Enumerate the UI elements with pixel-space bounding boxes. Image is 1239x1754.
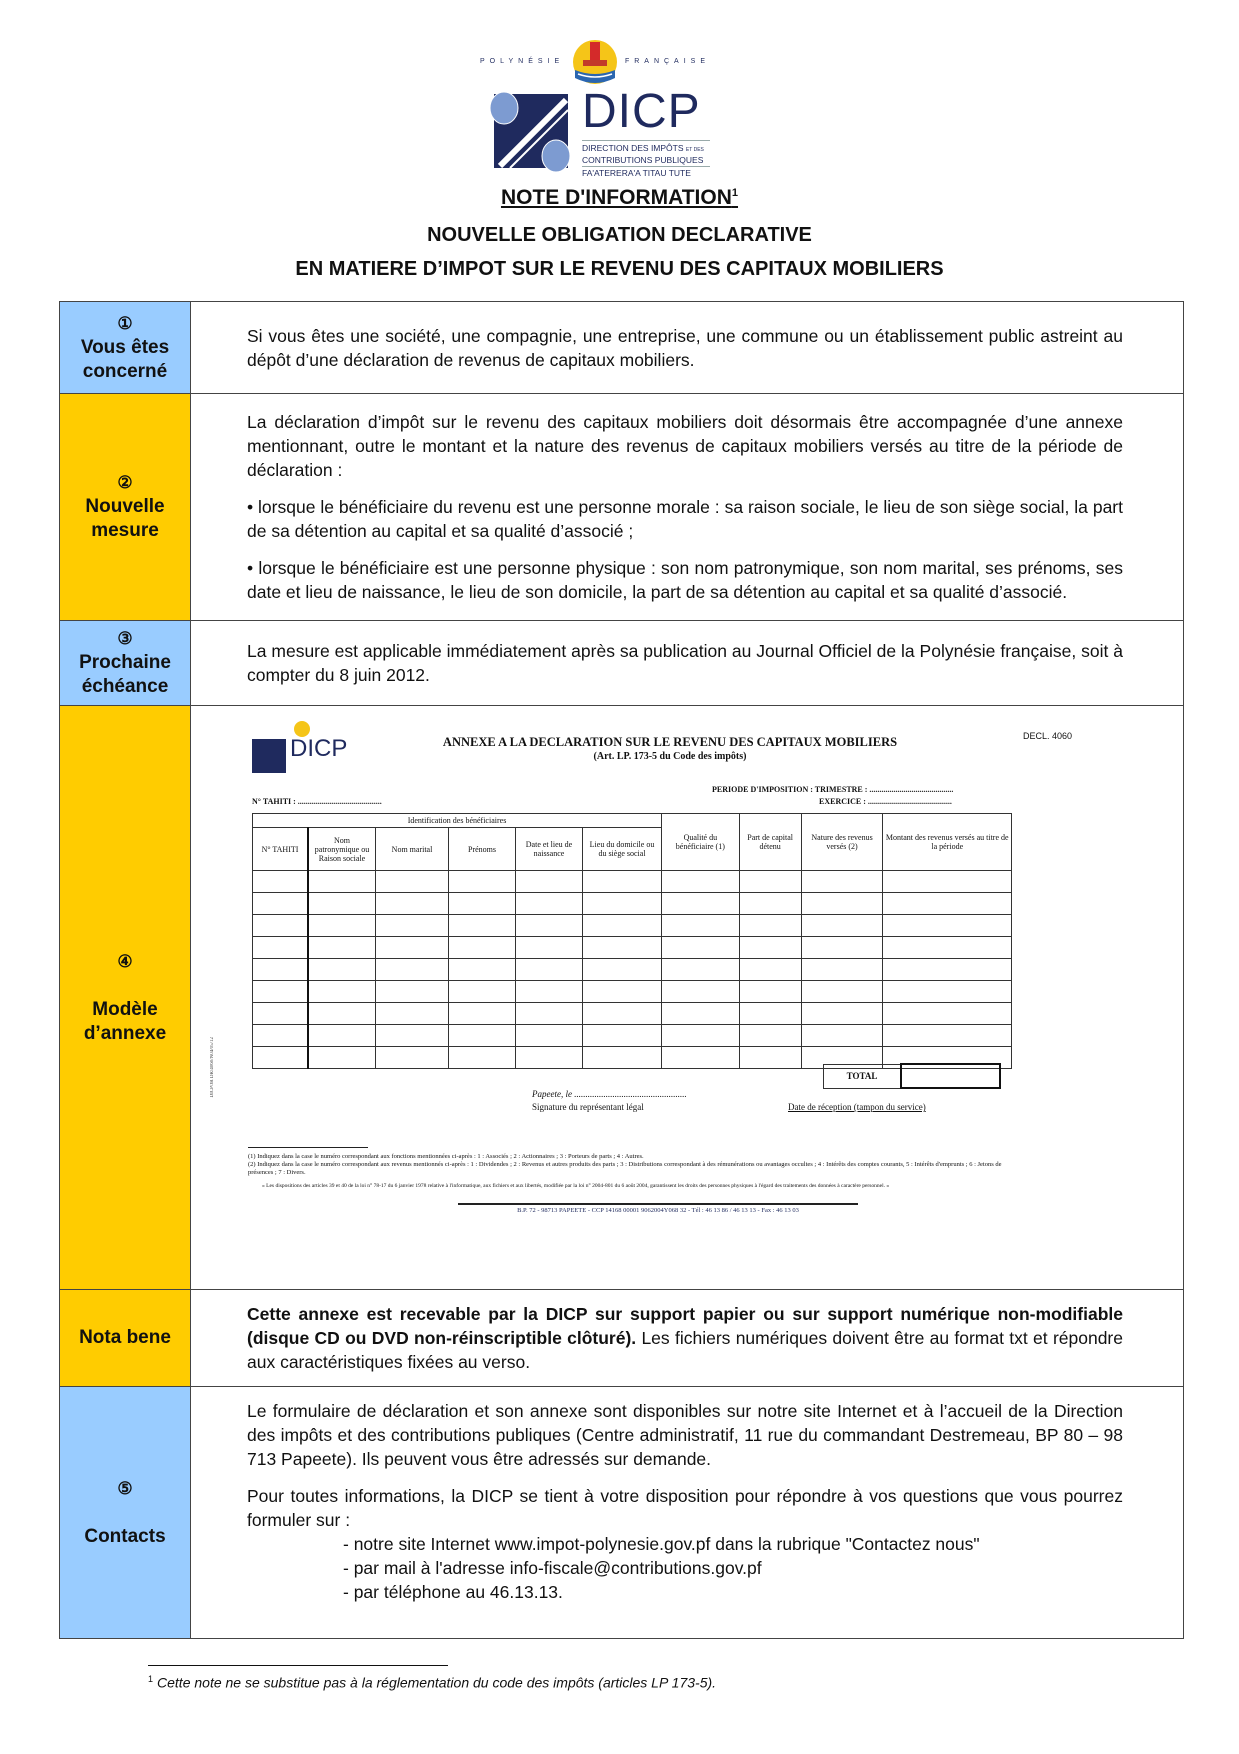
annex-cell [583, 937, 662, 959]
label-line: mesure [91, 520, 159, 541]
paragraph: Si vous êtes une société, une compagnie, une entreprise, une commune ou un établissement public astreint au dépôt d’une déclaration de revenus de capitaux mobiliers. [247, 325, 1123, 370]
annex-footnote-rule [248, 1147, 368, 1148]
annex-cell [253, 871, 309, 893]
annex-col-header: Lieu du domicile ou du siège social [583, 828, 662, 871]
circled-number-2: ② [117, 473, 133, 492]
section-label [60, 302, 191, 394]
annex-cell [662, 981, 740, 1003]
annex-periode-field: PERIODE D'IMPOSITION : TRIMESTRE : .......................................... [712, 785, 954, 794]
annex-footnote: (1) Indiquez dans la case le numéro correspondant aux fonctions mentionnées ci-après : 1 : Associés ; 2 : Actionnaires ; 3 : Porteurs de parts ; 4 : Autres. [248, 1153, 644, 1160]
annex-cell [253, 981, 309, 1003]
annex-cell [376, 959, 449, 981]
dicp-mark-icon [490, 90, 572, 172]
annex-cell [583, 915, 662, 937]
annex-cell [253, 937, 309, 959]
annex-cell [516, 1003, 583, 1025]
region-right: FRANÇAISE [624, 58, 710, 65]
annex-cell [662, 1003, 740, 1025]
annex-address: B.P. 72 - 98713 PAPEETE - CCP 14168 00001 9062004Y068 32 - Tél : 46 13 86 / 46 13 13 - Fax : 46 13 03 [517, 1207, 799, 1214]
annex-cell [253, 1025, 309, 1047]
dicp-sub-small: ET DES [685, 147, 704, 153]
annex-empty-row [253, 871, 1012, 893]
annex-cell [583, 893, 662, 915]
annex-empty-row [253, 1025, 1012, 1047]
annex-cell [883, 893, 1012, 915]
paragraph: Le formulaire de déclaration et son annexe sont disponibles sur notre site Internet et à l’accueil de la Direction des impôts et des contributions publiques (Centre administratif, 11 rue du commandant Destremeau, BP 80 – 98 713 Papeete). Ils peuvent vous être adressés sur demande. [247, 1401, 1123, 1469]
annex-preview [191, 706, 1184, 1290]
annex-cell [883, 1003, 1012, 1025]
annex-cell [739, 871, 801, 893]
annex-cell [583, 1047, 662, 1069]
annex-cell [253, 915, 309, 937]
contact-email[interactable]: - par mail à l'adresse info-fiscale@contributions.gov.pf [343, 1558, 762, 1578]
section-content [191, 1387, 1184, 1639]
dicp-logo [480, 30, 710, 178]
annex-cell [662, 915, 740, 937]
annex-cell [449, 871, 516, 893]
section-content [191, 394, 1184, 621]
annex-cell [253, 1047, 309, 1069]
label-line: Vous êtes [80, 336, 170, 358]
subtitle-line1: NOUVELLE OBLIGATION DECLARATIVE [427, 224, 812, 246]
annex-total [823, 1063, 1001, 1089]
annex-tahiti-field: N° TAHITI : .......................................... [252, 797, 382, 806]
region-left: POLYNÉSIE [480, 58, 565, 65]
annex-cell [739, 959, 801, 981]
annex-cell [253, 893, 309, 915]
annex-cell [883, 871, 1012, 893]
paragraph: Pour toutes informations, la DICP se tient à votre disposition pour répondre à vos questions que vous pourrez formuler sur : [247, 1486, 1123, 1530]
contact-list [247, 1532, 1123, 1604]
annex-cell [376, 915, 449, 937]
annex-cell [801, 915, 883, 937]
footnote-ref: 1 [731, 187, 739, 199]
annex-cell [308, 1025, 376, 1047]
annex-cell [801, 981, 883, 1003]
footnote-number: 1 [148, 1674, 154, 1684]
section-nota-bene [60, 1290, 1184, 1387]
annex-cell [376, 893, 449, 915]
annex-col-header: Qualité du bénéficiaire (1) [662, 814, 740, 871]
annex-cell [308, 981, 376, 1003]
section-label [60, 394, 191, 621]
annex-cell [801, 1025, 883, 1047]
dicp-sub-line2: CONTRIBUTIONS PUBLIQUES [582, 155, 704, 165]
annex-cell [376, 1003, 449, 1025]
dicp-tagline: FA'ATERERA'A TITAU TUTE [582, 166, 710, 178]
section-nouvelle-mesure [60, 394, 1184, 621]
section-content [191, 621, 1184, 706]
annex-cell [739, 1003, 801, 1025]
label-line: Prochaine [79, 652, 171, 673]
annex-cell [376, 937, 449, 959]
annex-col-header: Nature des revenus versés (2) [801, 814, 883, 871]
page-title [0, 186, 1239, 210]
bold-text: Cette annexe est recevable par la DICP sur support papier ou sur support numérique non-modifiable (disque CD ou DVD non-réinscriptible clôturé). [247, 1304, 1123, 1348]
annex-cell [583, 1025, 662, 1047]
annex-cell [739, 937, 801, 959]
annex-cell [516, 959, 583, 981]
annex-cell [253, 959, 309, 981]
annex-col-header: Part de capital détenu [739, 814, 801, 871]
annex-cell [516, 937, 583, 959]
annex-cell [883, 1025, 1012, 1047]
annex-cell [376, 871, 449, 893]
annex-subtitle: (Art. LP. 173-5 du Code des impôts) [593, 751, 747, 762]
bullet-paragraph: • lorsque le bénéficiaire du revenu est une personne morale : sa raison sociale, le lieu de son siège social, la part de sa détention au capital et sa qualité d’associé ; [247, 497, 1123, 541]
annex-total-value [901, 1064, 1000, 1088]
label-line: Nouvelle [85, 496, 165, 517]
label-line: concerné [82, 360, 168, 382]
normal-text: Les fichiers numériques doivent être au format txt et répondre aux caractéristiques fixées au verso. [247, 1328, 1123, 1372]
annex-place-date: Papeete, le .................................................. [532, 1089, 687, 1099]
annex-cell [883, 959, 1012, 981]
annex-cell [739, 893, 801, 915]
annex-group-header: Identification des bénéficiaires [253, 814, 662, 828]
annex-cell [883, 981, 1012, 1003]
annex-cell [662, 1047, 740, 1069]
info-table [59, 301, 1184, 1639]
annex-title: ANNEXE A LA DECLARATION SUR LE REVENU DES CAPITAUX MOBILIERS [442, 735, 898, 749]
label-line: échéance [81, 676, 169, 697]
annex-cell [583, 981, 662, 1003]
dicp-subtitle [582, 140, 710, 165]
annex-col-header: Date et lieu de naissance [516, 828, 583, 871]
footnote-text: Cette note ne se substitue pas à la réglementation du code des impôts (articles LP 173-5). [157, 1674, 717, 1691]
annex-cell [662, 959, 740, 981]
annex-cell [739, 915, 801, 937]
annex-cell [883, 937, 1012, 959]
annex-cell [376, 981, 449, 1003]
annex-form-code: DECL. 4060 [1022, 731, 1072, 741]
section-content [191, 302, 1184, 394]
annex-cell [662, 937, 740, 959]
annex-image [192, 707, 1182, 1287]
annex-header-row [253, 814, 1012, 828]
contact-phone: - par téléphone au 46.13.13. [343, 1582, 563, 1602]
paragraph: La mesure est applicable immédiatement après sa publication au Journal Officiel de la Polynésie française, soit à compter du 8 juin 2012. [247, 641, 1123, 685]
section-label [60, 1387, 191, 1639]
circled-number-4: ④ [117, 951, 133, 971]
section-modele-annexe [60, 706, 1184, 1290]
annex-cell [308, 937, 376, 959]
annex-cell [308, 959, 376, 981]
annex-cell [308, 1003, 376, 1025]
annex-col-header: N° TAHITI [253, 828, 309, 871]
annex-cell [516, 1025, 583, 1047]
annex-cell [376, 1047, 449, 1069]
annex-empty-row [253, 893, 1012, 915]
annex-cell [449, 937, 516, 959]
annex-footnote: (2) Indiquez dans la case le numéro correspondant aux revenus mentionnés ci-après : 1 : Dividendes ; 2 : Revenus et autres produits des parts ; 3 : Distributions correspondant à des rémunérations ou avantages occultes ; 4 : Intérêts des comptes courants, 5 : Intérêts d'emprunts ; 6 : Jetons de présences ; 7 : Divers. [248, 1161, 1002, 1176]
circled-number-1: ① [117, 313, 133, 333]
annex-col-header: Prénoms [449, 828, 516, 871]
annex-empty-row [253, 1003, 1012, 1025]
page-title-text: NOTE D'INFORMATION [500, 186, 732, 209]
dicp-wordmark: DICP [582, 85, 701, 138]
annex-beneficiaries-table [252, 813, 1012, 1069]
annex-cell [739, 981, 801, 1003]
annex-cell [516, 981, 583, 1003]
circled-number-5: ⑤ [117, 1478, 133, 1498]
annex-form [210, 717, 1110, 1277]
annex-cell [253, 1003, 309, 1025]
annex-empty-row [253, 915, 1012, 937]
annex-cell [801, 959, 883, 981]
annex-cell [801, 937, 883, 959]
annex-cell [449, 893, 516, 915]
annex-cell [739, 1025, 801, 1047]
annex-cell [801, 1003, 883, 1025]
annex-empty-row [253, 981, 1012, 1003]
annex-cell [308, 1047, 376, 1069]
polynesia-emblem-icon [572, 38, 618, 86]
annex-body [253, 871, 1012, 1069]
annex-cell [516, 915, 583, 937]
annex-cell [662, 893, 740, 915]
section-label [60, 706, 191, 1290]
section-label [60, 1290, 191, 1387]
label-line: d’annexe [83, 1022, 167, 1044]
annex-cell [449, 915, 516, 937]
footnote-rule [148, 1665, 448, 1666]
circled-number-3: ③ [117, 629, 133, 648]
annex-cell [662, 1025, 740, 1047]
paragraph [247, 1302, 1123, 1374]
annex-cnil-notice: « Les dispositions des articles 39 et 40 de la loi n° 78-17 du 6 janvier 1978 relative à l'informatique, aux fichiers et aux libertés, modifiée par la loi n° 2004-801 du 6 août 2004, garantissent les droits des personnes physiques à l'égard des traitements des données à caractère personnel. » [262, 1183, 890, 1189]
annex-cell [449, 1003, 516, 1025]
bullet-paragraph: • lorsque le bénéficiaire est une personne physique : son nom patronymique, son nom marital, ses prénoms, ses date et lieu de naissance, le lieu de son domicile, la part de sa détention au capital et sa qualité d’associé. [247, 558, 1123, 602]
annex-address-rule [458, 1203, 858, 1205]
annex-cell [449, 1025, 516, 1047]
annex-cell [516, 1047, 583, 1069]
annex-cell [801, 893, 883, 915]
dicp-brand [490, 85, 710, 178]
label-line: Modèle [92, 998, 158, 1020]
subtitle-line2: EN MATIERE D’IMPOT SUR LE REVENU DES CAPITAUX MOBILIERS [295, 258, 944, 280]
paragraph: La déclaration d’impôt sur le revenu des capitaux mobiliers doit désormais être accompagnée d’une annexe mentionnant, outre le montant et la nature des revenus de capitaux mobiliers versés au titre de la période de déclaration : [247, 412, 1123, 480]
label-line: Contacts [84, 1525, 166, 1547]
annex-total-label: TOTAL [824, 1064, 902, 1088]
annex-cell [583, 959, 662, 981]
annex-empty-row [253, 959, 1012, 981]
annex-cell [308, 893, 376, 915]
annex-cell [449, 981, 516, 1003]
annex-cell [449, 1047, 516, 1069]
annex-cell [739, 1047, 801, 1069]
section-vous-etes-concerne [60, 302, 1184, 394]
annex-signature-label: Signature du représentant légal [532, 1102, 644, 1112]
annex-side-reference: DICP/JR DR/4060/N04/05/12 [210, 1037, 215, 1098]
annex-empty-row [253, 937, 1012, 959]
annex-logo-word: DICP [290, 735, 348, 762]
annex-col-header: Nom patronymique ou Raison sociale [308, 828, 376, 871]
annex-col-header: Montant des revenus versés au titre de la période [883, 814, 1012, 871]
annex-footnotes [248, 1153, 1008, 1177]
annex-cell [376, 1025, 449, 1047]
annex-cell [801, 871, 883, 893]
annex-cell [449, 959, 516, 981]
annex-cell [308, 915, 376, 937]
section-prochaine-echeance [60, 621, 1184, 706]
annex-cell [583, 1003, 662, 1025]
annex-exercice-field: EXERCICE : .......................................... [819, 797, 952, 806]
annex-reception-label: Date de réception (tampon du service) [788, 1102, 926, 1112]
section-label [60, 621, 191, 706]
contact-website[interactable]: - notre site Internet www.impot-polynesie.gov.pf dans la rubrique "Contactez nous" [343, 1534, 980, 1554]
section-content [191, 1290, 1184, 1387]
section-contacts [60, 1387, 1184, 1639]
annex-cell [516, 893, 583, 915]
footnote [148, 1674, 716, 1691]
annex-cell [883, 915, 1012, 937]
dicp-sub-line1: DIRECTION DES IMPÔTS [582, 143, 684, 153]
annex-cell [308, 871, 376, 893]
annex-cell [516, 871, 583, 893]
label-line: Nota bene [79, 1327, 171, 1348]
annex-cell [662, 871, 740, 893]
annex-col-header: Nom marital [376, 828, 449, 871]
annex-cell [583, 871, 662, 893]
